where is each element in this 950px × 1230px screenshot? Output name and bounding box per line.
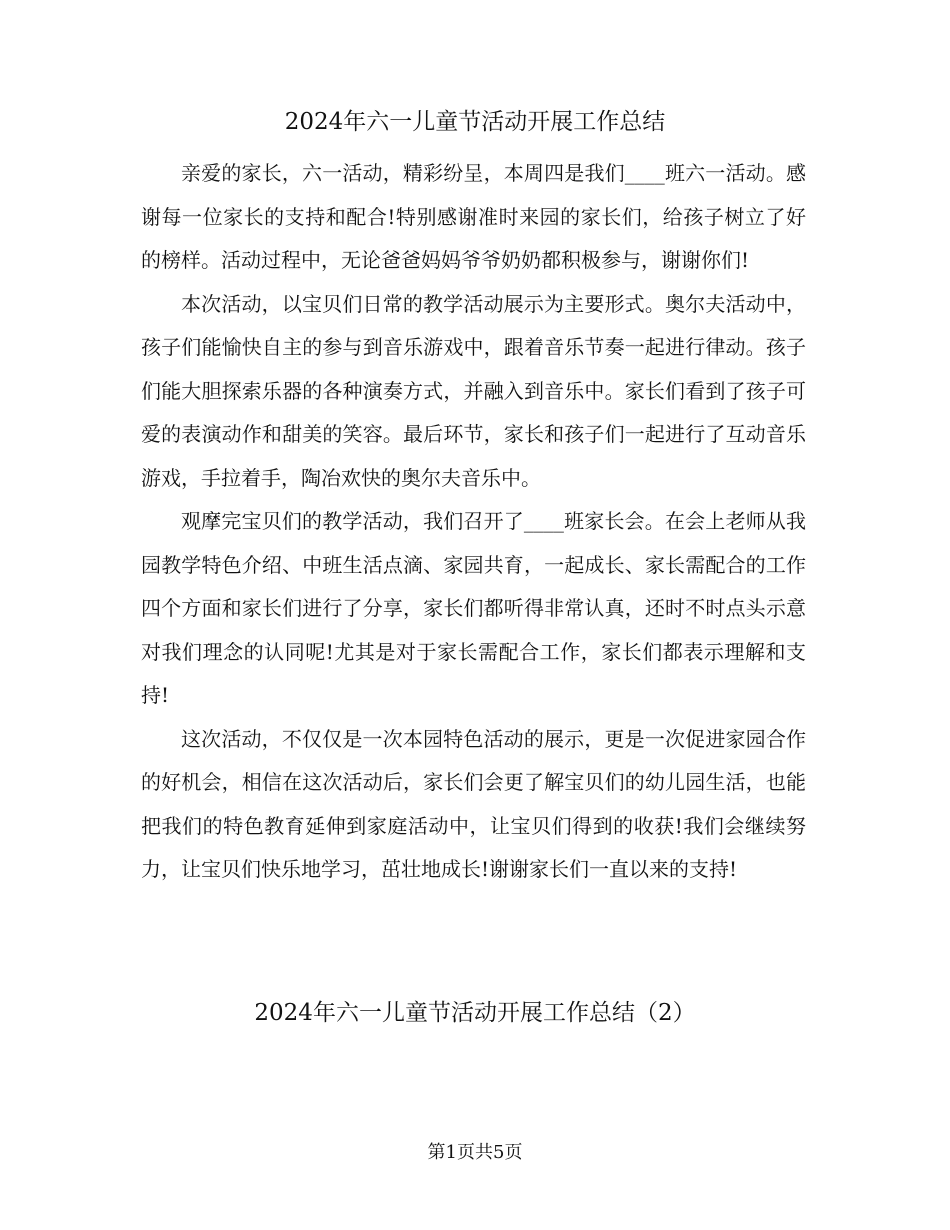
document-title: 2024年六一儿童节活动开展工作总结	[284, 109, 666, 135]
paragraph-4: 这次活动，不仅仅是一次本园特色活动的展示，更是一次促进家园合作的好机会，相信在这次活动后，家长们会更了解宝贝们的幼儿园生活，也能把我们的特色教育延伸到家庭活动中，让宝贝们得到的收获!我们会继续努力，让宝贝们快乐地学习，茁壮地成长!谢谢家长们一直以来的支持!	[141, 726, 806, 881]
paragraph-2: 本次活动，以宝贝们日常的教学活动展示为主要形式。奥尔夫活动中，孩子们能愉快自主的参与到音乐游戏中，跟着音乐节奏一起进行律动。孩子们能大胆探索乐器的各种演奏方式，并融入到音乐中。家长们看到了孩子可爱的表演动作和甜美的笑容。最后环节，家长和孩子们一起进行了互动音乐游戏，手拉着手，陶冶欢快的奥尔夫音乐中。	[141, 291, 806, 490]
paragraph-1: 亲爱的家长，六一活动，精彩纷呈，本周四是我们____班六一活动。感谢每一位家长的支持和配合!特别感谢准时来园的家长们，给孩子树立了好的榜样。活动过程中，无论爸爸妈妈爷爷奶奶都积极参与，谢谢你们!	[141, 161, 806, 272]
paragraph-3: 观摩完宝贝们的教学活动，我们召开了____班家长会。在会上老师从我园教学特色介绍、中班生活点滴、家园共育，一起成长、家长需配合的工作四个方面和家长们进行了分享，家长们都听得非常认真，还时不时点头示意对我们理念的认同呢!尤其是对于家长需配合工作，家长们都表示理解和支持!	[141, 509, 806, 707]
page-number: 第1页共5页	[427, 1142, 523, 1163]
section-2-title: 2024年六一儿童节活动开展工作总结（2）	[254, 1000, 696, 1026]
document-body	[141, 152, 806, 892]
